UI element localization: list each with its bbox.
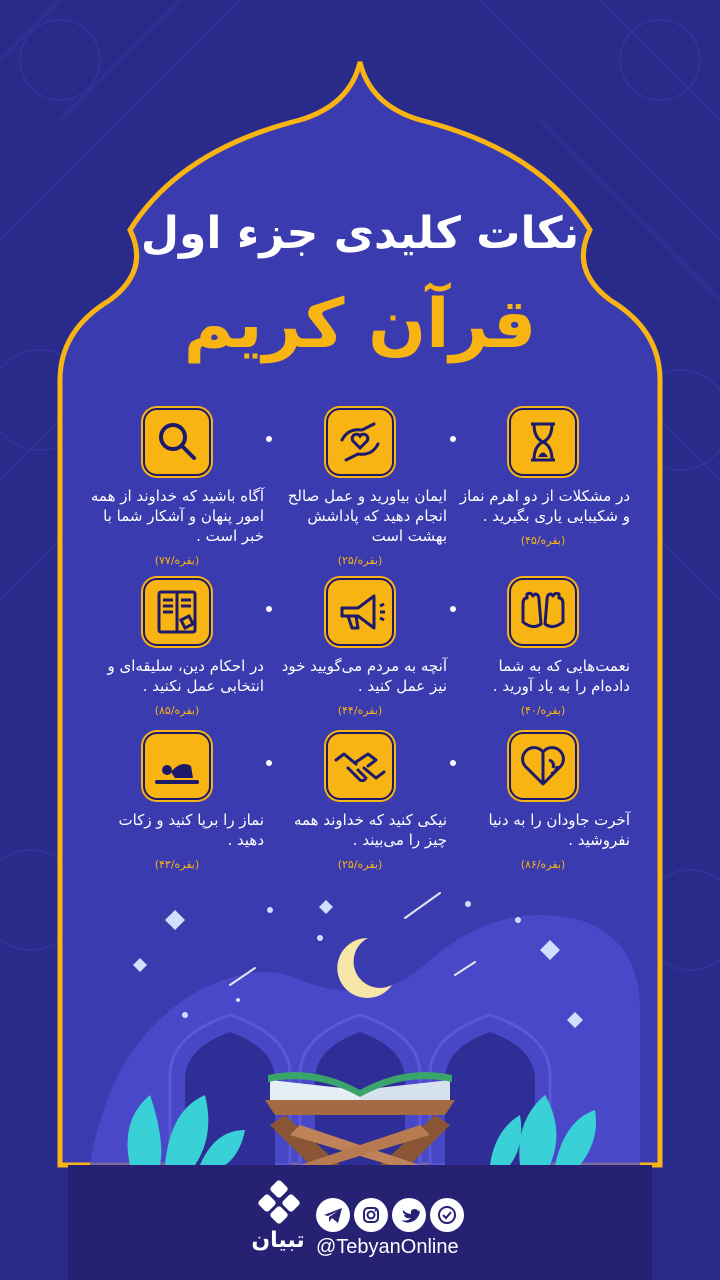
tip-reference: (بقره/۲۵) bbox=[337, 858, 383, 871]
tip-text: آنچه به مردم می‌گویید خود نیز عمل کنید . bbox=[281, 657, 447, 695]
tip-item bbox=[82, 732, 272, 871]
verified-icon[interactable] bbox=[430, 1198, 464, 1232]
logo-text: تبیان bbox=[251, 1228, 305, 1253]
tip-item bbox=[448, 408, 638, 547]
tip-text: ایمان بیاورید و عمل صالح انجام دهید که پاداشش بهشت است bbox=[287, 487, 447, 545]
tip-reference: (بقره/۴۵) bbox=[520, 534, 566, 547]
tip-text: نماز را برپا کنید و زکات دهید . bbox=[118, 811, 264, 849]
praying-hands-icon bbox=[509, 578, 577, 646]
tip-item bbox=[265, 732, 455, 871]
magnifier-icon bbox=[143, 408, 211, 476]
tip-text: در احکام دین، سلیقه‌ای و انتخابی عمل نکنید . bbox=[107, 657, 264, 695]
tip-reference: (بقره/۲۵) bbox=[337, 554, 383, 567]
tip-item bbox=[265, 578, 455, 717]
book-hand-icon bbox=[143, 578, 211, 646]
heart-brain-icon bbox=[509, 732, 577, 800]
tip-text: نیکی کنید که خداوند همه چیز را می‌بیند . bbox=[293, 811, 447, 849]
prostration-icon bbox=[143, 732, 211, 800]
tip-reference: (بقره/۴۴) bbox=[337, 704, 383, 717]
tip-text: نعمت‌هایی که به شما داده‌ام را به یاد آورید . bbox=[492, 657, 630, 695]
tip-reference: (بقره/۷۷) bbox=[154, 554, 200, 567]
title-line2: قرآن کریم bbox=[183, 285, 537, 364]
tip-reference: (بقره/۸۵) bbox=[154, 704, 200, 717]
megaphone-icon bbox=[326, 578, 394, 646]
social-handle[interactable]: @TebyanOnline bbox=[316, 1236, 459, 1258]
heart-hands-icon bbox=[326, 408, 394, 476]
twitter-icon[interactable] bbox=[392, 1198, 426, 1232]
title-line1: نکات کلیدی جزء اول bbox=[140, 208, 580, 259]
tip-item bbox=[265, 408, 455, 567]
tip-text: آخرت جاودان را به دنیا نفروشید . bbox=[488, 811, 630, 849]
tip-reference: (بقره/۴۰) bbox=[520, 704, 566, 717]
telegram-icon[interactable] bbox=[316, 1198, 350, 1232]
tebyan-logo-icon bbox=[254, 1180, 304, 1226]
instagram-icon[interactable] bbox=[354, 1198, 388, 1232]
tip-item bbox=[82, 408, 272, 567]
tip-reference: (بقره/۴۳) bbox=[154, 858, 200, 871]
tip-item bbox=[82, 578, 272, 717]
handshake-icon bbox=[326, 732, 394, 800]
tip-item bbox=[448, 578, 638, 717]
tip-text: در مشکلات از دو اهرم نماز و شکیبایی یاری بگیرید . bbox=[459, 487, 630, 525]
tip-text: آگاه باشید که خداوند از همه امور پنهان و آشکار شما با خبر است . bbox=[90, 487, 264, 545]
tip-item bbox=[448, 732, 638, 871]
tip-reference: (بقره/۸۶) bbox=[520, 858, 566, 871]
hourglass-icon bbox=[509, 408, 577, 476]
